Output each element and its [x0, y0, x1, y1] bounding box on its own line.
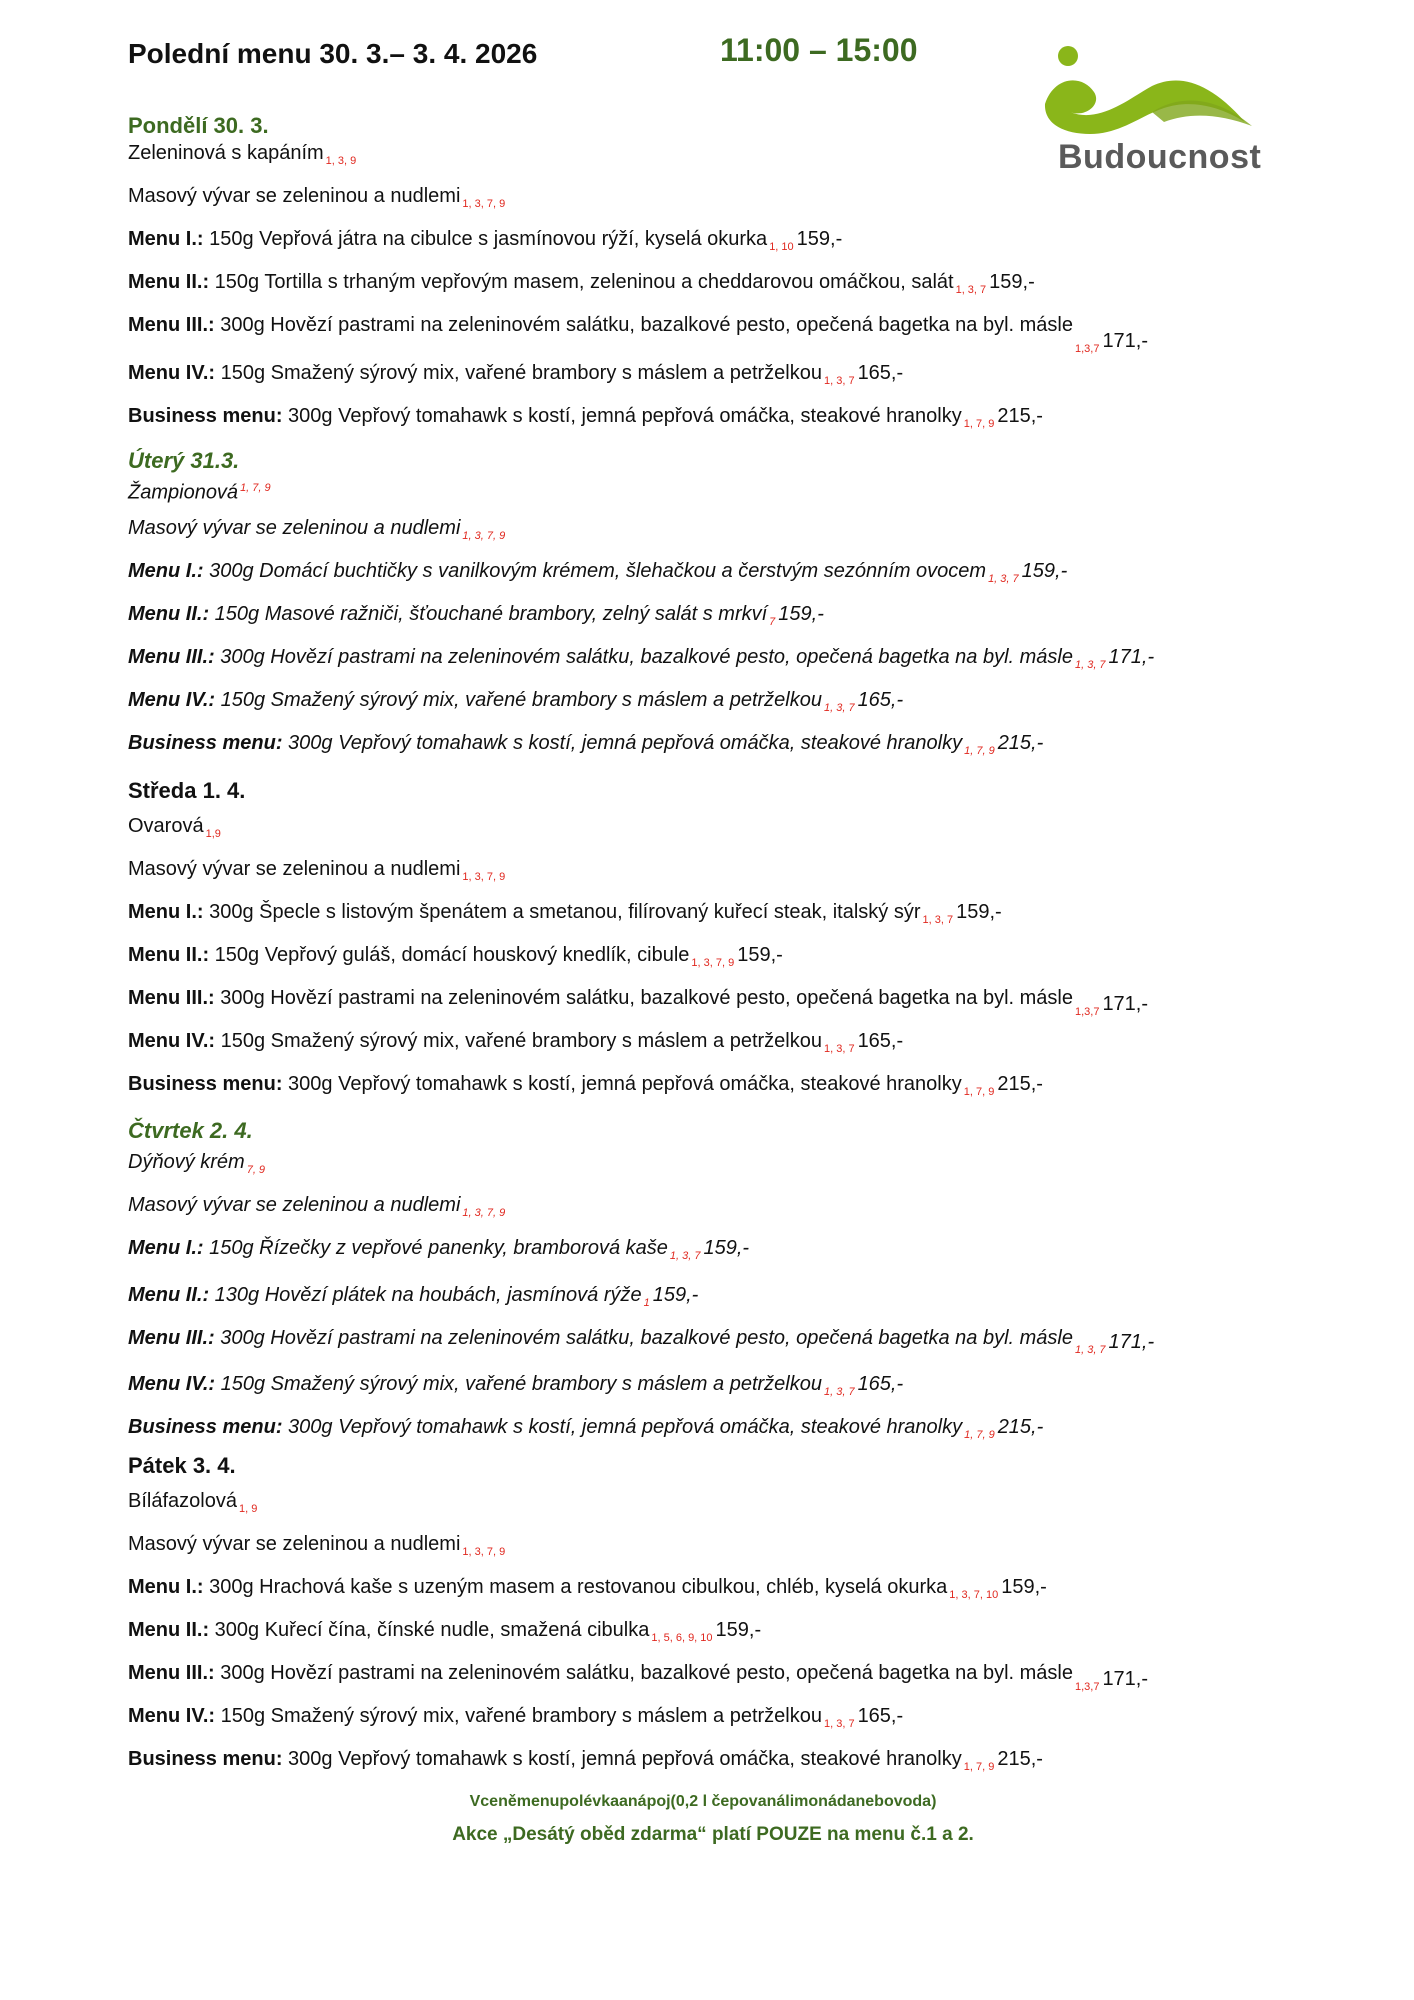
menu-label: Menu I.:: [128, 1237, 204, 1259]
menu-price: 215,-: [997, 405, 1043, 427]
menu-price: 171,-: [1108, 645, 1155, 668]
allergen-codes: 1, 3, 9: [325, 155, 357, 167]
menu-label: Menu II.:: [128, 1619, 210, 1641]
menu-text: 300g Vepřový tomahawk s kostí, jemná pepřová omáčka, steakové hranolky: [288, 731, 963, 754]
menu-label: Menu III.:: [128, 314, 215, 336]
menu-text: 130g Hovězí plátek na houbách, jasmínová rýže: [214, 1284, 642, 1306]
menu-text: 300g Hrachová kaše s uzeným masem a restovanou cibulkou, chléb, kyselá okurka: [209, 1576, 948, 1598]
menu-text: 300g Kuřecí čína, čínské nudle, smažená cibulka: [214, 1619, 650, 1641]
allergen-codes: 1, 3, 7, 9: [462, 1546, 506, 1558]
menu-price: 215,-: [997, 1073, 1043, 1095]
menu-label: Menu III.:: [128, 987, 215, 1009]
soup-text: Masový vývar se zeleninou a nudlemi: [128, 185, 461, 207]
menu-item: [128, 938, 1328, 981]
menu-item: [128, 726, 1328, 769]
allergen-codes: 1, 3, 7, 10: [949, 1589, 999, 1601]
menu-label: Menu III.:: [128, 1327, 215, 1349]
menu-label: Menu III.:: [128, 645, 215, 668]
menu-price: 159,-: [778, 602, 824, 625]
soup-text: Zeleninová s kapáním: [128, 142, 324, 164]
menu-item: [128, 683, 1328, 726]
allergen-codes: 1, 7, 9: [963, 418, 995, 430]
menu-text: 150g Masové ražniči, šťouchané brambory, zelný salát s mrkví: [214, 602, 768, 625]
soup-item: [128, 1527, 1328, 1570]
menu-price: 159,-: [956, 901, 1002, 923]
menu-label: Business menu:: [128, 1416, 283, 1438]
menu-text: 300g Hovězí pastrami na zeleninovém salátku, bazalkové pesto, opečená bagetka na byl. másle: [220, 987, 1073, 1009]
menu-price: 171,-: [1108, 1331, 1155, 1353]
day-title: Pátek 3. 4.: [128, 1453, 236, 1478]
soup-item: [128, 136, 1328, 179]
allergen-codes: 1, 3, 7: [823, 1718, 855, 1730]
soup-item: [128, 1188, 1328, 1231]
menu-text: 150g Vepřová játra na cibulce s jasmínovou rýží, kyselá okurka: [209, 228, 768, 250]
footer-promo: [0, 1824, 1414, 1846]
allergen-codes: 1,9: [205, 828, 221, 840]
menu-text: 150g Smažený sýrový mix, vařené brambory s máslem a petrželkou: [220, 362, 822, 384]
allergen-codes: 1, 3, 7: [1074, 1344, 1106, 1356]
allergen-codes: 1, 3, 7, 9: [462, 871, 506, 883]
allergen-codes: 7, 9: [246, 1164, 266, 1176]
menu-text: 150g Smažený sýrový mix, vařené brambory s máslem a petrželkou: [220, 1030, 822, 1052]
allergen-codes: 1, 7, 9: [240, 482, 271, 494]
soup-item: [128, 179, 1328, 222]
allergen-codes: 1, 3, 7: [955, 284, 987, 296]
menu-label: Menu II.:: [128, 271, 210, 293]
menu-text: 300g Hovězí pastrami na zeleninovém salátku, bazalkové pesto, opečená bagetka na byl. másle: [220, 1662, 1073, 1684]
menu-price: 165,-: [857, 1373, 904, 1395]
soup-item: [128, 809, 1328, 852]
soup-item: [128, 511, 1328, 554]
menu-days: [128, 108, 1328, 1773]
menu-label: Menu II.:: [128, 944, 210, 966]
menu-item: [128, 265, 1328, 308]
allergen-codes: 1,3,7: [1074, 1006, 1100, 1018]
menu-label: Menu IV.:: [128, 1030, 216, 1052]
allergen-codes: 1, 3, 7, 9: [462, 198, 506, 210]
soup-text: Masový vývar se zeleninou a nudlemi: [128, 516, 461, 539]
menu-item: [128, 981, 1328, 1024]
allergen-codes: 1, 7, 9: [963, 1761, 995, 1773]
menu-label: Business menu:: [128, 731, 283, 754]
menu-label: Menu IV.:: [128, 362, 216, 384]
soup-item: [128, 471, 1328, 511]
soup-text: Dýňový krém: [128, 1151, 245, 1173]
menu-item: [128, 1699, 1328, 1742]
menu-label: Menu II.:: [128, 602, 210, 625]
menu-text: 300g Hovězí pastrami na zeleninovém salátku, bazalkové pesto, opečená bagetka na byl. másle: [220, 645, 1073, 668]
soup-item: [128, 852, 1328, 895]
menu-label: Business menu:: [128, 1748, 283, 1770]
allergen-codes: 7: [769, 615, 776, 628]
menu-label: Menu I.:: [128, 559, 204, 582]
day-title: Úterý 31.3.: [128, 448, 240, 473]
menu-text: 150g Smažený sýrový mix, vařené brambory s máslem a petrželkou: [220, 688, 822, 711]
menu-item: [128, 1024, 1328, 1067]
menu-price: 159,-: [1021, 559, 1068, 582]
menu-text: 150g Smažený sýrový mix, vařené brambory s máslem a petrželkou: [220, 1373, 822, 1395]
menu-label: Menu III.:: [128, 1662, 215, 1684]
allergen-codes: 1, 3, 7, 9: [691, 957, 735, 969]
menu-text: 150g Smažený sýrový mix, vařené brambory s máslem a petrželkou: [220, 1705, 822, 1727]
allergen-codes: 1,3,7: [1074, 343, 1100, 355]
menu-price: 215,-: [997, 1416, 1044, 1438]
footer-note-text: Vceněmenupolévkaanápoj(0,2 l čepovanálimonádanebovoda): [469, 1793, 937, 1810]
menu-text: 150g Tortilla s trhaným vepřovým masem, zeleninou a cheddarovou omáčkou, salát: [214, 271, 954, 293]
menu-item: [128, 1067, 1328, 1110]
menu-item: [128, 1321, 1328, 1367]
soup-item: [128, 1484, 1328, 1527]
day-tuesday: [128, 443, 1328, 773]
menu-label: Menu IV.:: [128, 1705, 216, 1727]
allergen-codes: 1, 7, 9: [963, 1086, 995, 1098]
menu-price: 159,-: [715, 1619, 762, 1641]
menu-item: [128, 308, 1328, 356]
menu-price: 159,-: [796, 228, 843, 250]
soup-text: Ovarová: [128, 815, 204, 837]
menu-label: Menu I.:: [128, 901, 204, 923]
menu-text: 300g Vepřový tomahawk s kostí, jemná pepřová omáčka, steakové hranolky: [288, 405, 962, 427]
allergen-codes: 1, 3, 7, 9: [462, 529, 506, 542]
menu-label: Menu I.:: [128, 228, 204, 250]
allergen-codes: 1: [643, 1297, 650, 1309]
soup-text: Masový vývar se zeleninou a nudlemi: [128, 1533, 461, 1555]
allergen-codes: 1, 3, 7: [1074, 658, 1106, 671]
menu-price: 165,-: [857, 362, 904, 384]
menu-price: 159,-: [989, 271, 1035, 293]
menu-text: 300g Vepřový tomahawk s kostí, jemná pepřová omáčka, steakové hranolky: [288, 1748, 962, 1770]
menu-text: 300g Vepřový tomahawk s kostí, jemná pepřová omáčka, steakové hranolky: [288, 1416, 963, 1438]
menu-label: Menu IV.:: [128, 1373, 216, 1395]
menu-item: [128, 1613, 1328, 1656]
menu-item: [128, 895, 1328, 938]
menu-item: [128, 1367, 1328, 1410]
menu-text: 300g Vepřový tomahawk s kostí, jemná pepřová omáčka, steakové hranolky: [288, 1073, 962, 1095]
menu-item: [128, 1231, 1328, 1274]
menu-item: [128, 1742, 1328, 1785]
menu-text: 150g Řízečky z vepřové panenky, bramborová kaše: [209, 1237, 668, 1259]
allergen-codes: 1,3,7: [1074, 1681, 1100, 1693]
menu-item: [128, 222, 1328, 265]
menu-label: Business menu:: [128, 1073, 283, 1095]
allergen-codes: 1, 3, 7: [988, 572, 1019, 585]
allergen-codes: 1, 3, 7: [823, 1043, 855, 1055]
allergen-codes: 1, 3, 7: [922, 914, 954, 926]
allergen-codes: 1, 5, 6, 9, 10: [651, 1632, 713, 1644]
menu-item: [128, 1570, 1328, 1613]
allergen-codes: 1, 7, 9: [964, 1429, 995, 1441]
menu-price: 171,-: [1102, 330, 1149, 352]
menu-price: 165,-: [857, 1030, 904, 1052]
menu-price: 215,-: [997, 731, 1044, 754]
allergen-codes: 1, 3, 7: [823, 1386, 855, 1398]
menu-text: 300g Domácí buchtičky s vanilkovým krémem, šlehačkou a čerstvým sezónním ovocem: [209, 559, 987, 582]
soup-text: Masový vývar se zeleninou a nudlemi: [128, 1194, 461, 1216]
day-title: Pondělí 30. 3.: [128, 113, 269, 138]
footer-promo-text: Akce „Desátý oběd zdarma“ platí POUZE na menu č.1 a 2.: [452, 1824, 974, 1845]
day-title: Středa 1. 4.: [128, 778, 246, 803]
day-thursday: [128, 1113, 1328, 1448]
menu-item: [128, 1278, 1328, 1321]
allergen-codes: 1, 3, 7: [823, 375, 855, 387]
menu-text: 150g Vepřový guláš, domácí houskový knedlík, cibule: [214, 944, 690, 966]
day-monday: [128, 108, 1328, 438]
allergen-codes: 1, 3, 7: [823, 701, 855, 714]
menu-item: [128, 597, 1328, 640]
menu-label: Menu IV.:: [128, 688, 216, 711]
allergen-codes: 1, 3, 7: [669, 1250, 701, 1262]
footer-note: [0, 1793, 1414, 1811]
allergen-codes: 1, 9: [238, 1503, 258, 1515]
soup-text: Bíláfazolová: [128, 1490, 237, 1512]
menu-price: 159,-: [703, 1237, 750, 1259]
menu-label: Menu II.:: [128, 1284, 210, 1306]
menu-price: 159,-: [652, 1284, 699, 1306]
menu-text: 300g Hovězí pastrami na zeleninovém salátku, bazalkové pesto, opečená bagetka na byl. másle: [220, 314, 1073, 336]
menu-price: 159,-: [737, 944, 783, 966]
menu-item: [128, 1656, 1328, 1699]
day-wednesday: [128, 773, 1328, 1113]
menu-text: 300g Hovězí pastrami na zeleninovém salátku, bazalkové pesto, opečená bagetka na byl. másle: [220, 1327, 1073, 1349]
menu-label: Menu I.:: [128, 1576, 204, 1598]
menu-label: Business menu:: [128, 405, 283, 427]
opening-hours: 11:00 – 15:00: [720, 32, 918, 68]
menu-item: [128, 1410, 1328, 1453]
menu-price: 171,-: [1102, 1668, 1149, 1690]
menu-item: [128, 554, 1328, 597]
allergen-codes: 1, 7, 9: [964, 744, 995, 757]
menu-item: [128, 640, 1328, 683]
logo-text: Budoucnost: [1058, 138, 1262, 176]
menu-price: 171,-: [1102, 993, 1149, 1015]
menu-item: [128, 399, 1328, 442]
menu-price: 165,-: [857, 1705, 904, 1727]
menu-price: 165,-: [857, 688, 904, 711]
soup-item: [128, 1145, 1328, 1188]
menu-price: 159,-: [1001, 1576, 1047, 1598]
menu-item: [128, 356, 1328, 399]
soup-text: Masový vývar se zeleninou a nudlemi: [128, 858, 461, 880]
page-title: Polední menu 30. 3.– 3. 4. 2026: [128, 38, 538, 69]
day-friday: [128, 1448, 1328, 1773]
menu-price: 215,-: [997, 1748, 1043, 1770]
allergen-codes: 1, 10: [769, 241, 794, 253]
day-title: Čtvrtek 2. 4.: [128, 1118, 253, 1143]
menu-text: 300g Špecle s listovým špenátem a smetanou, filírovaný kuřecí steak, italský sýr: [209, 901, 921, 923]
allergen-codes: 1, 3, 7, 9: [462, 1207, 506, 1219]
soup-text: Žampionová: [128, 481, 239, 504]
